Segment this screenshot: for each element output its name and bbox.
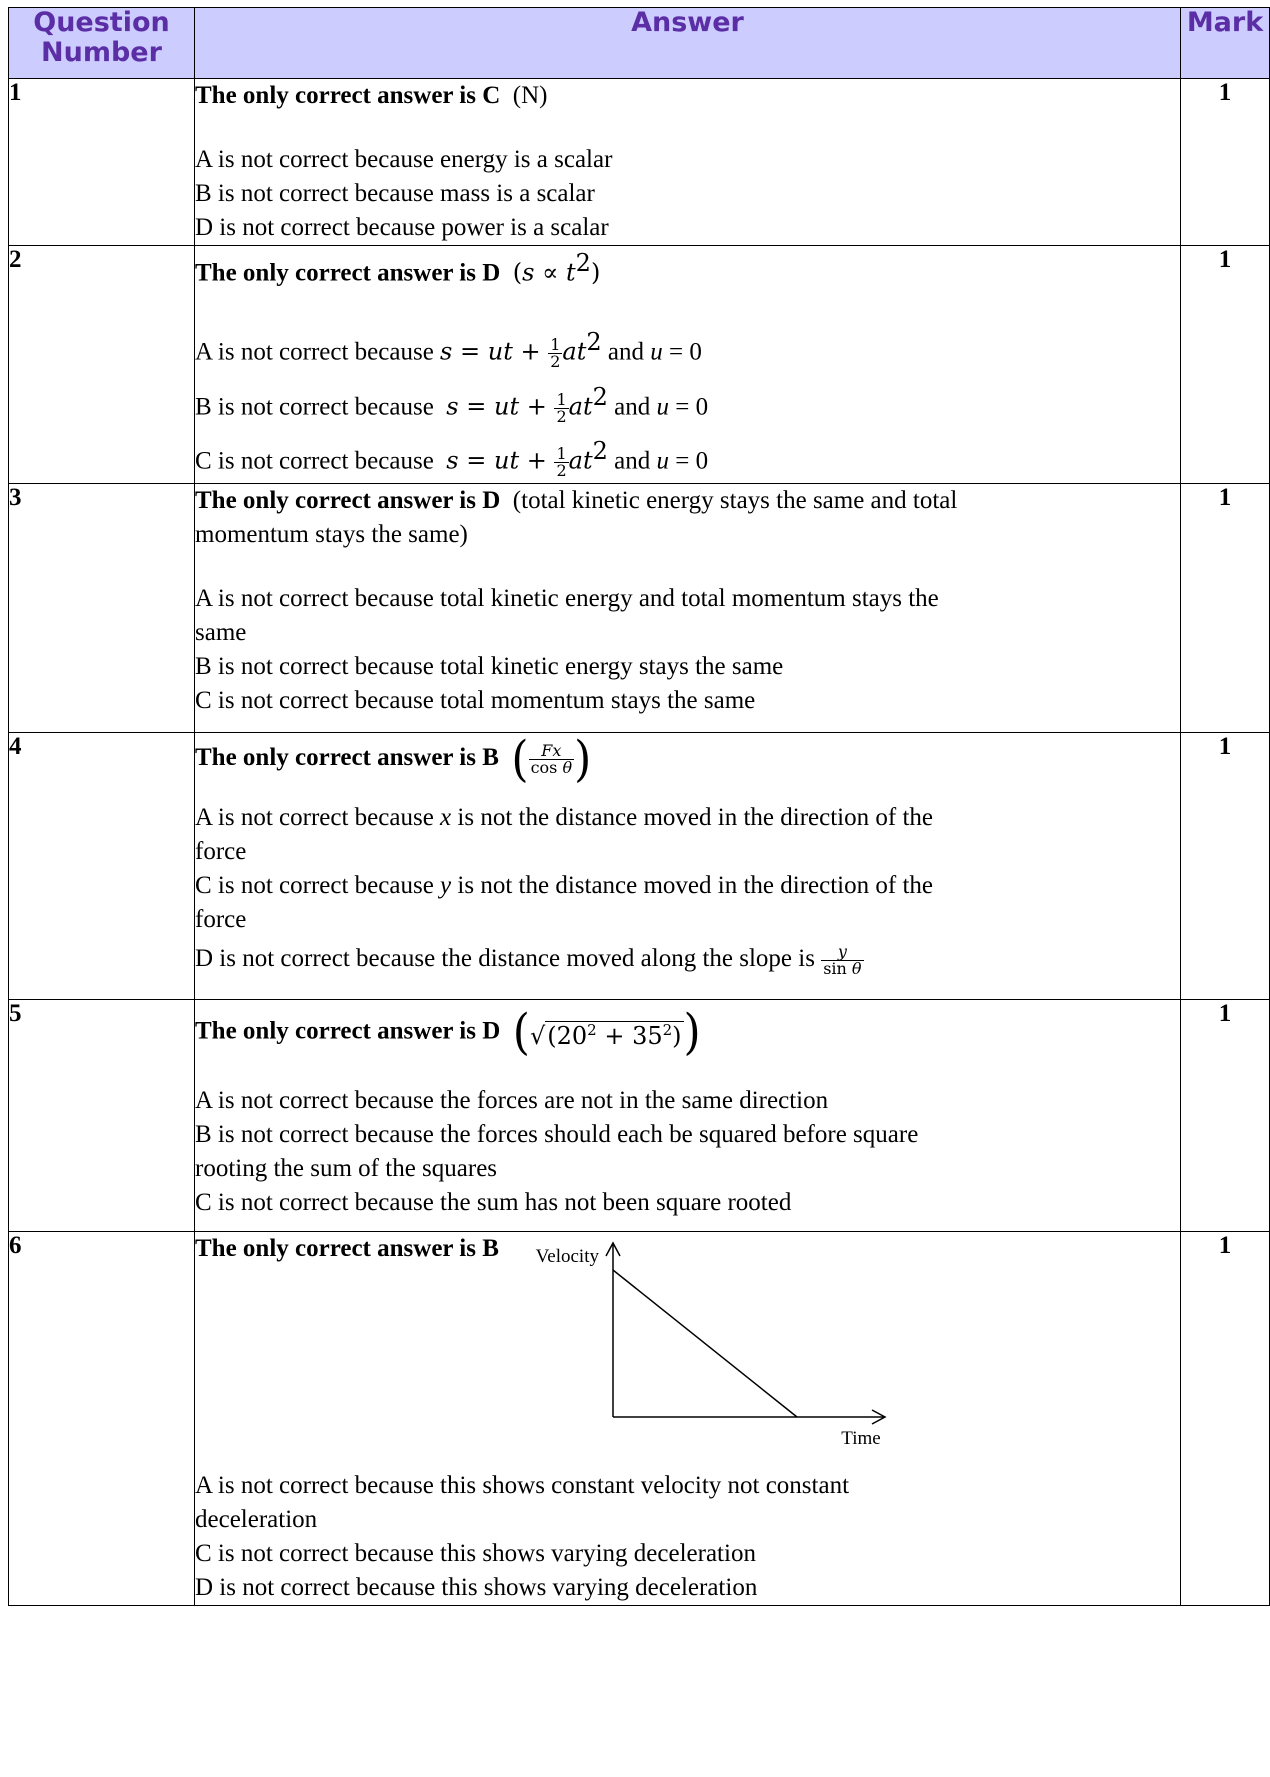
answer-cell: The only correct answer is B ( $\frac{Fx}{\text{cos θ}}$ ) A is not correct because x is not the distance moved in the direction of the force C is not correct because y is not the distance moved in the direction of the force D is not correct because the distance moved along the slope is $\frac{y}{\text{sin θ}}$ [195,733,1181,1000]
answer-cell: The only correct answer is D (total kinetic energy stays the same and total momentum stays the same) A is not correct because total kinetic energy and total momentum stays the same B is not correct because total kinetic energy stays the same C is not correct because total momentum stays the same [195,484,1181,733]
table-row [9,1000,1270,1232]
question-number: 6 [9,1232,195,1606]
answer-cell: The only correct answer is B Velocity Time A is not correct because this shows constant velocity not constant deceleration C is not correct because this shows varying deceleration D is not correct because this shows varying deceleration [195,1232,1181,1606]
answer-header: Answer [195,8,1181,79]
question-number: 4 [9,733,195,1000]
table-row [9,484,1270,733]
question-number: 1 [9,79,195,246]
mark-value: 1 [1181,484,1270,733]
table-row [9,1232,1270,1606]
question-number: 5 [9,1000,195,1232]
answer-cell: The only correct answer is D $(√(20^2 + 35^2))$ A is not correct because the forces are not in the same direction B is not correct because the forces should each be squared before square rooting the sum of the squares C is not correct because the sum has not been square rooted [195,1000,1181,1232]
table-row [9,79,1270,246]
table-row [9,246,1270,484]
mark-value: 1 [1181,79,1270,246]
velocity-time-graph [195,1232,1181,1462]
velocity-line [613,1270,797,1417]
answer-cell: The only correct answer is C (N) A is not correct because energy is a scalar B is not correct because mass is a scalar D is not correct because power is a scalar [195,79,1181,246]
header-row [9,8,1270,79]
question-number: 3 [9,484,195,733]
mark-value: 1 [1181,246,1270,484]
question-number-header: Question Number [9,8,195,79]
question-number: 2 [9,246,195,484]
table-row [9,733,1270,1000]
mark-header: Mark [1181,8,1270,79]
mark-scheme-table [8,7,1270,1606]
x-axis-label: Time [841,1428,881,1450]
y-axis-label: Velocity [535,1246,599,1268]
mark-value: 1 [1181,733,1270,1000]
mark-value: 1 [1181,1000,1270,1232]
answer-cell: The only correct answer is D $(s \propto t^2)$ A is not correct because s = ut + $\frac{1}{2}$ $at^2$ and u = 0 B is not correct because s = ut + $\frac{1}{2}$ $at^2$ and u = 0 C is not correct because s = ut + $\frac{1}{2}$ $at^2$ and u = 0 [195,246,1181,484]
mark-value: 1 [1181,1232,1270,1606]
